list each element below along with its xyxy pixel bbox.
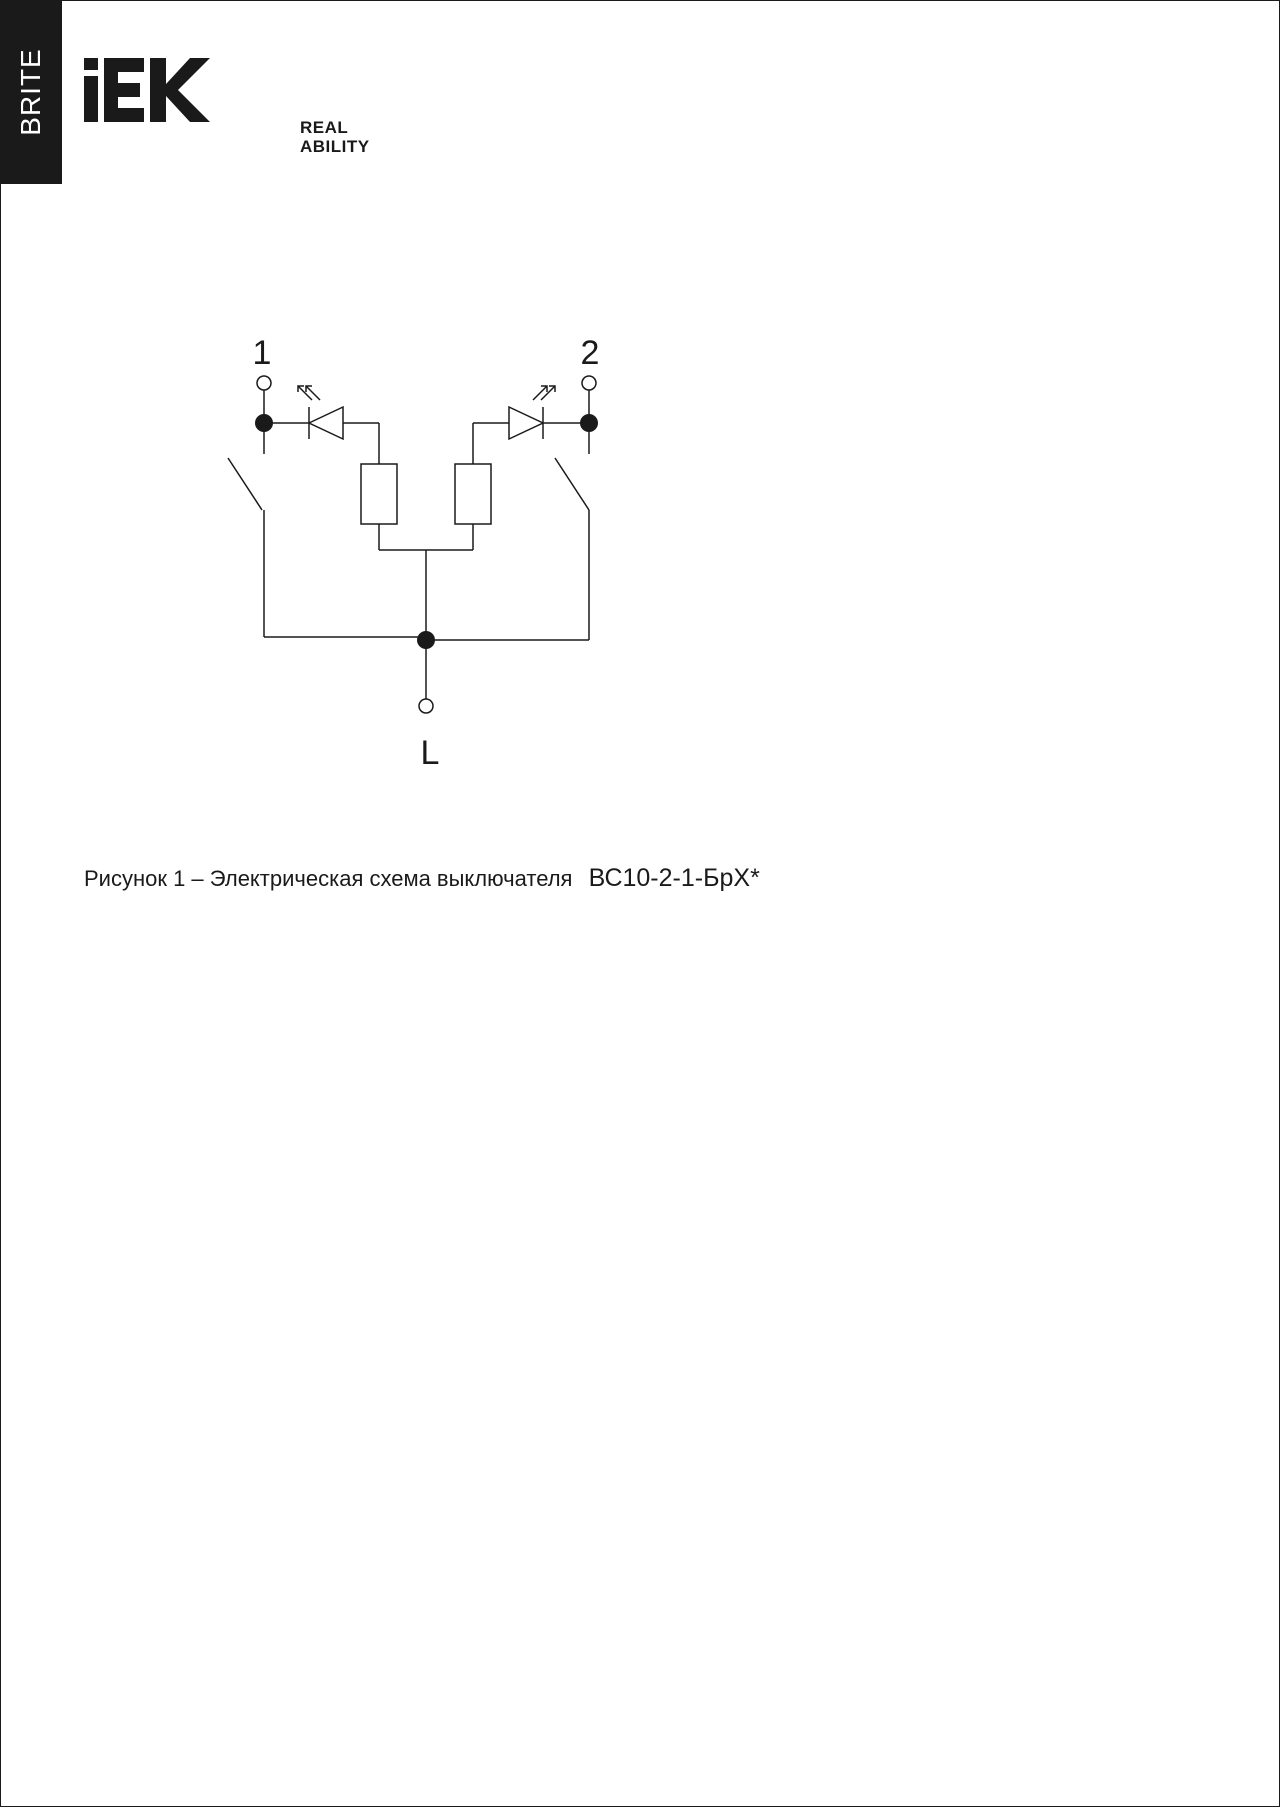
figure-caption xyxy=(84,864,760,893)
brand-series-label: BRITE xyxy=(15,48,46,136)
switch-2-icon xyxy=(555,458,589,510)
tagline-line-2: ABILITY xyxy=(300,137,370,156)
terminal-2-icon xyxy=(582,376,596,390)
junction-1-icon xyxy=(255,414,273,432)
led-1-arrow-1 xyxy=(298,386,312,400)
led-1-icon xyxy=(309,407,343,439)
resistor-1-icon xyxy=(361,464,397,524)
junction-l-icon xyxy=(417,631,435,649)
terminal-1-label: 1 xyxy=(252,334,272,372)
terminal-l-icon xyxy=(419,699,433,713)
terminal-l-label: L xyxy=(420,734,440,772)
terminal-2-label: 2 xyxy=(580,334,600,372)
junction-2-icon xyxy=(580,414,598,432)
switch-1-icon xyxy=(228,458,262,510)
led-2-icon xyxy=(509,407,543,439)
led-1-arrow-2 xyxy=(306,386,320,400)
led-2-arrow-2 xyxy=(541,386,555,400)
led-2-arrow-1 xyxy=(533,386,547,400)
tagline-line-1: REAL xyxy=(300,118,349,137)
terminal-1-icon xyxy=(257,376,271,390)
switch-wiring-diagram xyxy=(0,0,1280,800)
caption-model: ВС10-2-1-БрХ* xyxy=(588,864,760,892)
caption-text: Рисунок 1 – Электрическая схема выключателя xyxy=(84,866,573,891)
resistor-2-icon xyxy=(455,464,491,524)
